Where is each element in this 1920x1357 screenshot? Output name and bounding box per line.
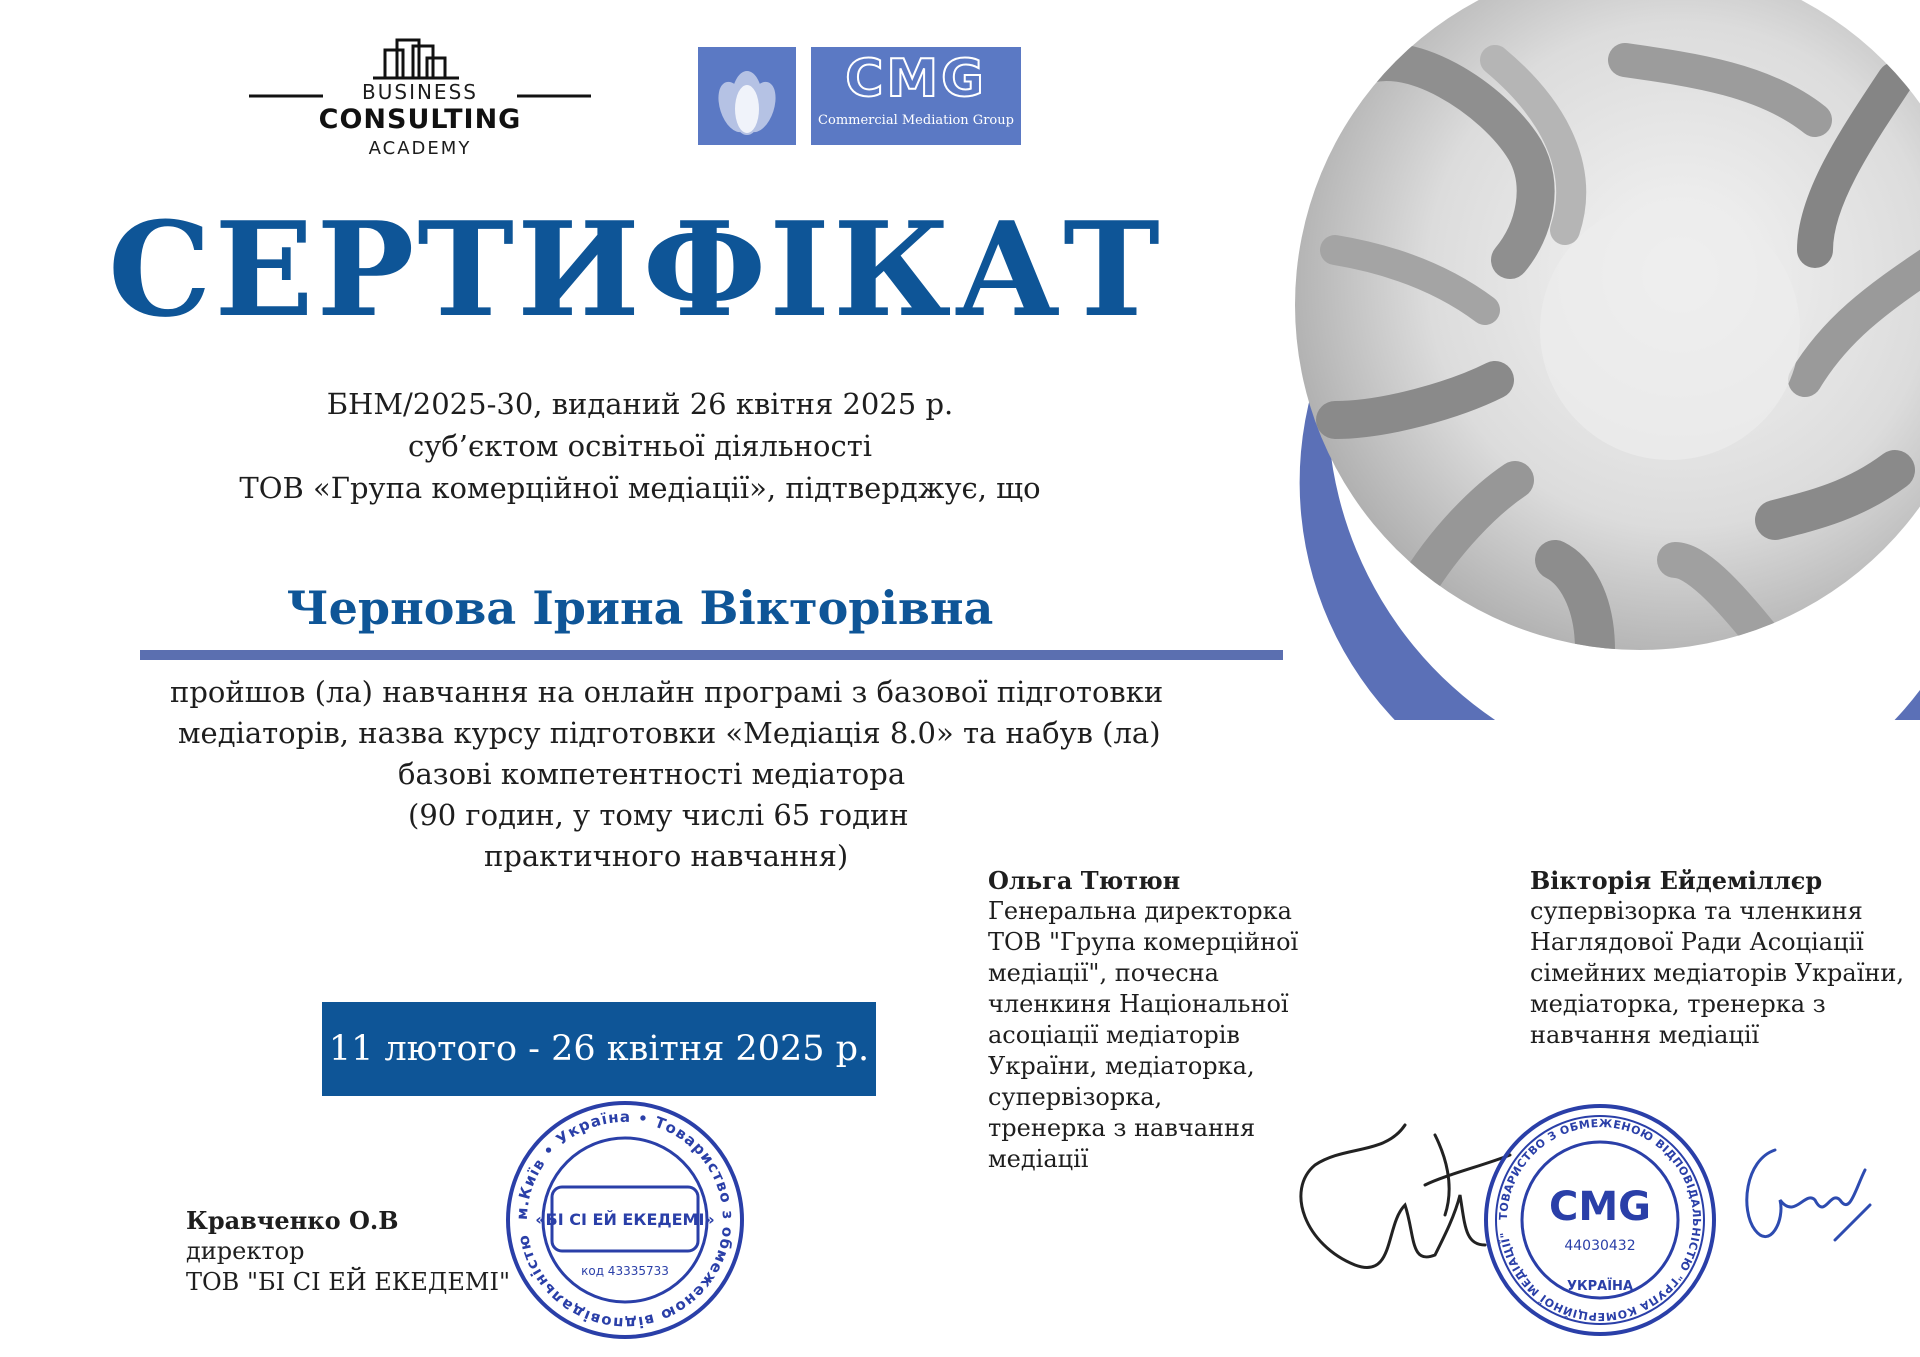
signatory-role-line: асоціації медіаторів <box>988 1021 1240 1049</box>
course-period: 11 лютого - 26 квітня 2025 р. <box>322 1002 876 1096</box>
bca-stamp <box>500 1095 750 1345</box>
signatory-role-line: Генеральна директорка <box>988 897 1292 925</box>
cmg-logo-title: CMG <box>845 49 987 109</box>
hands-circle-photo <box>1295 0 1920 720</box>
signatory-role-line: супервізорка та членкиня <box>1530 897 1863 925</box>
signatory-name: Кравченко О.В <box>186 1206 399 1235</box>
bca-logo-line2: CONSULTING <box>318 104 522 135</box>
cmg-petal-logo <box>698 47 796 145</box>
signatory-eidemiller <box>1530 865 1920 1051</box>
signatory-role-line: медіаторка, тренерка з <box>1530 990 1826 1018</box>
body-line: базові компетентності медіатора <box>398 757 906 791</box>
cmg-stamp-code: 44030432 <box>1564 1238 1636 1254</box>
signatory-role-line: супервізорка, <box>988 1083 1163 1111</box>
signatory-name: Ольга Тютюн <box>988 866 1181 895</box>
body-line: медіаторів, назва курсу підготовки «Медіація 8.0» та набув (ла) <box>178 716 1161 750</box>
body-line: практичного навчання) <box>484 839 849 873</box>
signatory-kravchenko <box>186 1205 526 1298</box>
signatory-role-line: навчання медіації <box>1530 1021 1760 1049</box>
signatory-role-line: Наглядової Ради Асоціації <box>1530 928 1864 956</box>
body-line: (90 годин, у тому числі 65 годин <box>408 798 909 832</box>
signatory-role-line: України, медіаторка, <box>988 1052 1255 1080</box>
cmg-stamp-country: УКРАЇНА <box>1566 1279 1634 1294</box>
intro-line: ТОВ «Група комерційної медіації», підтверджує, що <box>239 471 1041 505</box>
cmg-stamp-center: CMG <box>1549 1184 1651 1230</box>
business-consulting-academy-logo <box>245 38 595 158</box>
certificate-title: СЕРТИФІКАТ <box>108 193 1163 346</box>
cmg-wordmark-logo <box>811 47 1021 145</box>
bca-stamp-ring-text: м.Київ • Україна • Товариство з обмеженою відповідальністю <box>512 1107 738 1333</box>
bca-logo-line1: BUSINESS <box>362 80 478 104</box>
cmg-stamp-ring-text: ТОВАРИСТВО З ОБМЕЖЕНОЮ ВІДПОВІДАЛЬНІСТЮ "ГРУПА КОМЕРЦІЙНОЇ МЕДІАЦІЇ" <box>1496 1116 1704 1324</box>
certificate-intro <box>200 383 1080 509</box>
signatory-tyutyun <box>988 865 1318 1175</box>
bca-stamp-code: код 43335733 <box>581 1264 669 1278</box>
bca-logo-line3: ACADEMY <box>368 138 472 159</box>
signatory-role-line: ТОВ "БІ СІ ЕЙ ЕКЕДЕМІ" <box>186 1268 511 1296</box>
cmg-stamp <box>1480 1100 1720 1340</box>
signature-eidemiller <box>1735 1130 1875 1260</box>
signatory-role-line: ТОВ "Група комерційної <box>988 928 1299 956</box>
bca-stamp-center: «БІ СІ ЕЙ ЕКЕДЕМІ» <box>535 1210 715 1229</box>
cmg-logo-subtitle: Commercial Mediation Group <box>818 113 1014 128</box>
lotus-icon <box>698 47 796 145</box>
body-line: пройшов (ла) навчання на онлайн програмі з базової підготовки <box>170 675 1164 709</box>
intro-line: суб’єктом освітньої діяльності <box>407 429 873 463</box>
intro-line: БНМ/2025-30, виданий 26 квітня 2025 р. <box>326 387 954 421</box>
signatory-role-line: директор <box>186 1237 305 1265</box>
signatory-role-line: медіації", почесна <box>988 959 1219 987</box>
recipient-underline <box>140 650 1283 660</box>
certificate-body <box>140 672 1190 877</box>
signatory-role-line: тренерка з навчання <box>988 1114 1256 1142</box>
signatory-role-line: членкиня Національної <box>988 990 1289 1018</box>
recipient-name: Чернова Ірина Вікторівна <box>286 581 994 635</box>
signatory-name: Вікторія Ейдеміллєр <box>1530 866 1823 895</box>
signatory-role-line: медіації <box>988 1145 1089 1173</box>
signatory-role-line: сімейних медіаторів України, <box>1530 959 1904 987</box>
